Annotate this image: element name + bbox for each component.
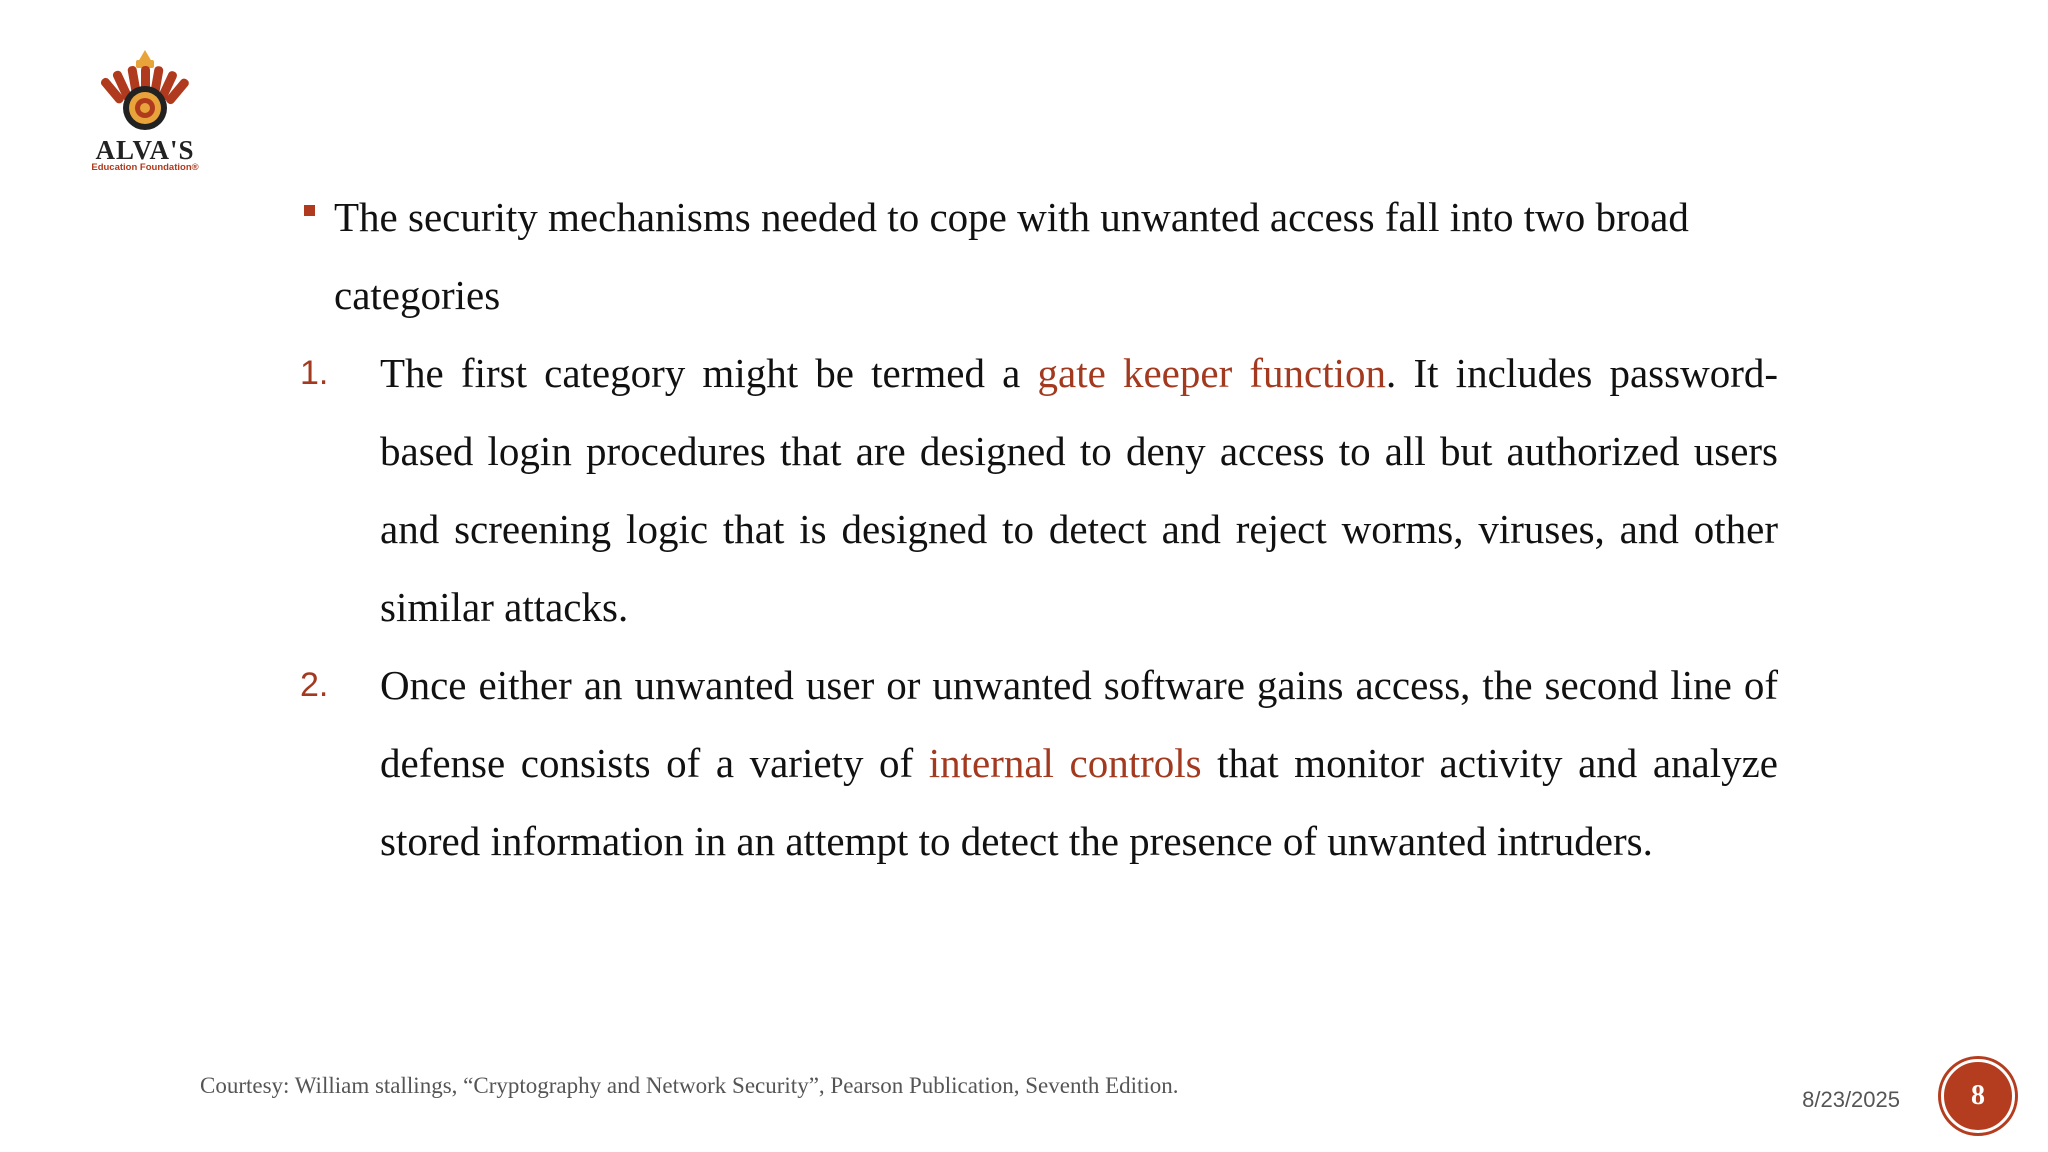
logo-tagline: Education Foundation® — [91, 162, 199, 173]
item-highlight: internal controls — [928, 740, 1202, 786]
alvas-logo — [70, 48, 220, 178]
footer-date: 8/23/2025 — [1802, 1087, 1900, 1112]
logo-emblem-icon — [70, 48, 220, 138]
square-bullet-icon — [304, 205, 315, 216]
item-text-after: that monitor activity and analyze stored information in an attempt to detect the presence of unwanted intruders. — [380, 740, 1779, 864]
slide-content — [300, 178, 1778, 880]
page-number-badge — [1941, 1059, 2015, 1133]
item-highlight: gate keeper function — [1037, 350, 1387, 396]
logo-name: ALVA'S — [95, 135, 195, 165]
item-number: 1. — [300, 354, 329, 392]
list-item — [300, 646, 1778, 880]
item-text-before: The first category might be termed a — [380, 350, 1038, 396]
footer-courtesy: Courtesy: William stallings, “Cryptography and Network Security”, Pearson Publication, Seventh Edition. — [200, 1073, 1179, 1098]
list-item — [300, 334, 1778, 646]
item-text-after: . It includes password-based login procedures that are designed to deny access to all but authorized users and screening logic that is designed to detect and reject worms, viruses, and other similar attacks. — [380, 350, 1779, 630]
page-number: 8 — [1971, 1080, 1985, 1111]
item-text-before: Once either an unwanted user or unwanted software gains access, the second line of defense consists of a variety of — [380, 662, 1778, 786]
intro-text: The security mechanisms needed to cope with unwanted access fall into two broad categories — [334, 194, 1689, 318]
item-number: 2. — [300, 666, 329, 704]
intro-bullet — [300, 178, 1778, 334]
